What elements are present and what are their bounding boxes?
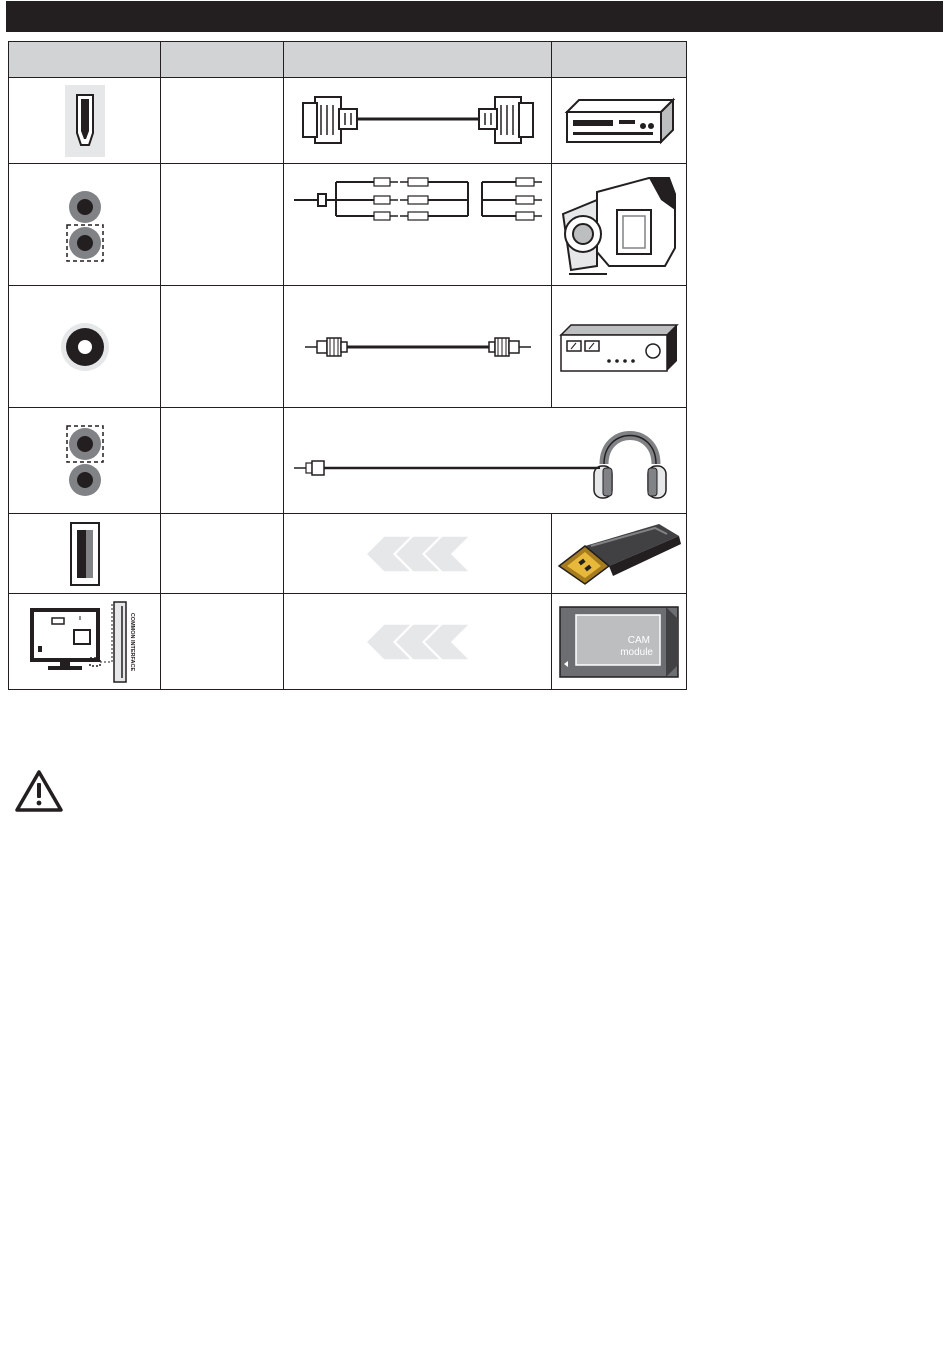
audio-amplifier-icon — [557, 319, 681, 375]
coaxial-audio-out-icon — [60, 322, 110, 372]
header-cell — [9, 42, 161, 78]
cam-module-icon — [558, 605, 680, 679]
cable-cell — [284, 286, 552, 408]
device-cell — [552, 514, 687, 594]
device-cell — [552, 594, 687, 690]
table-row — [9, 164, 687, 286]
port-cell — [9, 78, 161, 164]
cam-label-line2: module — [620, 646, 653, 658]
port-label — [161, 408, 284, 514]
header-cell — [284, 42, 552, 78]
insert-arrows-icon — [366, 624, 470, 660]
port-label — [161, 594, 284, 690]
port-cell — [9, 408, 161, 514]
warning-icon — [14, 768, 64, 814]
port-cell — [9, 164, 161, 286]
section-header-bar — [6, 1, 943, 32]
camcorder-icon — [557, 170, 681, 280]
port-label — [161, 514, 284, 594]
dvd-recorder-icon — [559, 96, 679, 146]
coaxial-cable-icon — [303, 335, 533, 359]
device-cell — [552, 78, 687, 164]
usb-port-icon — [70, 522, 100, 586]
headphone-cable-icon — [292, 416, 682, 506]
table-row — [9, 514, 687, 594]
table-row — [9, 594, 687, 690]
composite-av-cable-icon — [290, 164, 546, 224]
table-header-row — [9, 42, 687, 78]
table-row — [9, 408, 687, 514]
cable-cell — [284, 164, 552, 286]
headphones-icon — [594, 435, 666, 498]
port-cell — [9, 514, 161, 594]
av-input-jack-icon — [65, 187, 105, 263]
header-cell — [161, 42, 284, 78]
cable-cell — [284, 408, 687, 514]
table-row — [9, 78, 687, 164]
hdmi-cable-icon — [293, 91, 543, 151]
insert-arrows-icon — [366, 536, 470, 572]
device-cell — [552, 286, 687, 408]
port-label — [161, 286, 284, 408]
headphone-jack-icon — [65, 424, 105, 498]
common-interface-slot-icon — [30, 600, 140, 684]
port-label — [161, 78, 284, 164]
usb-stick-icon — [555, 522, 683, 586]
port-cell — [9, 286, 161, 408]
header-cell — [552, 42, 687, 78]
ci-slot-label: COMMON INTERFACE — [128, 612, 135, 671]
table-row — [9, 286, 687, 408]
cable-cell — [284, 78, 552, 164]
device-cell — [552, 164, 687, 286]
cam-label-line1: CAM — [627, 634, 650, 646]
port-cell — [9, 594, 161, 690]
cable-cell — [284, 514, 552, 594]
cable-cell — [284, 594, 552, 690]
hdmi-port-icon — [65, 85, 105, 157]
port-label — [161, 164, 284, 286]
connections-table — [8, 41, 687, 690]
